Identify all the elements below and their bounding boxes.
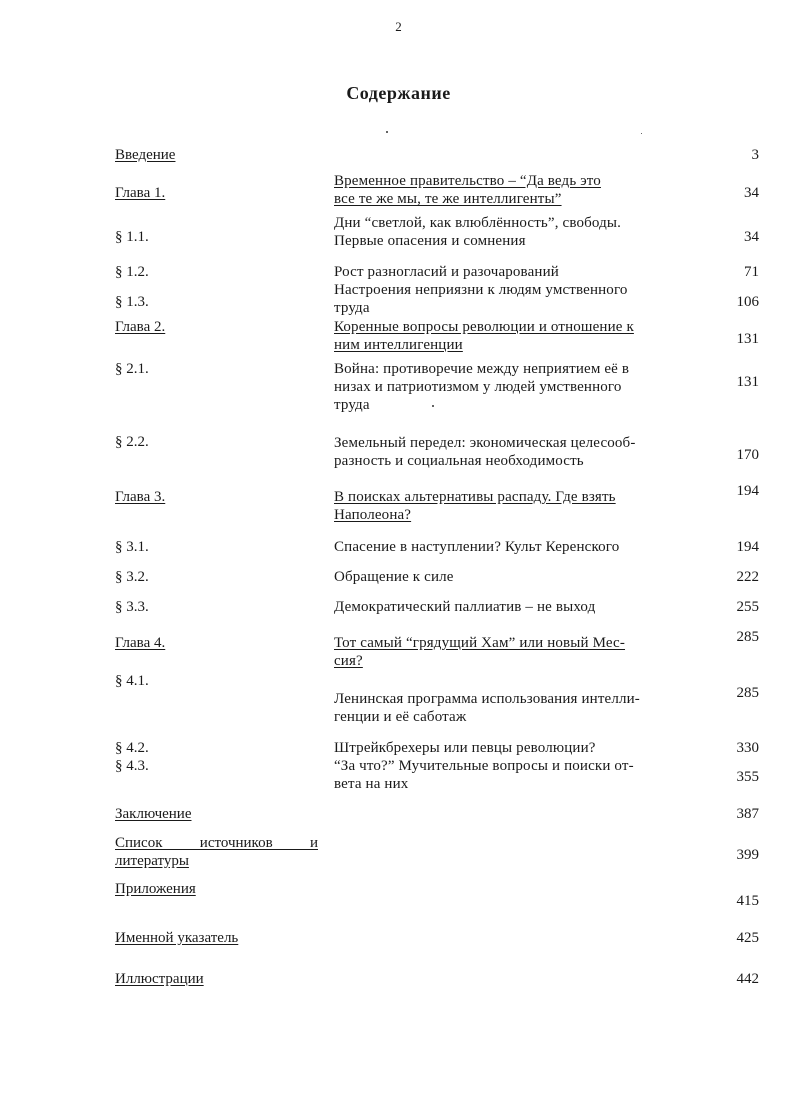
toc-title: Штрейкбрехеры или певцы революции? bbox=[334, 740, 596, 756]
toc-title: Земельный передел: экономическая целесооб- разность и социальная необходимость bbox=[334, 435, 636, 469]
toc-page: 222 bbox=[736, 569, 759, 585]
toc-page: 106 bbox=[736, 294, 759, 310]
page-title: Содержание bbox=[346, 83, 451, 103]
toc-title: В поисках альтернативы распаду. Где взять Наполеона? bbox=[334, 489, 616, 523]
scan-speck bbox=[386, 131, 388, 133]
toc-page: 355 bbox=[736, 769, 759, 785]
toc-label: Глава 2. bbox=[115, 319, 166, 335]
page-number: 2 bbox=[395, 19, 402, 34]
toc-page: 330 bbox=[736, 740, 759, 756]
toc-label: § 3.2. bbox=[115, 569, 149, 585]
toc-label: § 1.1. bbox=[115, 229, 149, 245]
toc-title: Демократический паллиатив – не выход bbox=[334, 599, 596, 615]
toc-label: Список источников и литературы bbox=[115, 835, 318, 869]
toc-title: Обращение к силе bbox=[334, 569, 454, 585]
toc-page: 285 bbox=[736, 629, 759, 645]
toc-page: 131 bbox=[736, 374, 759, 390]
toc-title: Спасение в наступлении? Культ Керенского bbox=[334, 539, 620, 555]
toc-label: § 1.2. bbox=[115, 264, 149, 280]
toc-title: Ленинская программа использования интелли- генции и её саботаж bbox=[334, 691, 640, 725]
toc-label: § 3.3. bbox=[115, 599, 149, 615]
toc-page: 415 bbox=[736, 893, 759, 909]
toc-label: Именной указатель bbox=[115, 930, 239, 946]
toc-label: Глава 1. bbox=[115, 185, 166, 201]
toc-title: “За что?” Мучительные вопросы и поиски от- вета на них bbox=[334, 758, 634, 792]
toc-label: § 2.1. bbox=[115, 361, 149, 377]
toc-page: 170 bbox=[736, 447, 759, 463]
toc-page: 399 bbox=[736, 847, 759, 863]
toc-page: 3 bbox=[751, 147, 759, 163]
toc-page: 71 bbox=[744, 264, 759, 280]
toc-page: 387 bbox=[736, 806, 759, 822]
toc-title: Коренные вопросы революции и отношение к ним интеллигенции bbox=[334, 319, 634, 353]
toc-label: Глава 3. bbox=[115, 489, 166, 505]
toc-page: 194 bbox=[736, 539, 759, 555]
toc-title: Рост разногласий и разочарований bbox=[334, 264, 559, 280]
toc-title: Дни “светлой, как влюблённость”, свободы. Первые опасения и сомнения bbox=[334, 215, 622, 249]
toc-page: 34 bbox=[744, 185, 759, 201]
toc-page: 194 bbox=[736, 483, 759, 499]
toc-page: 255 bbox=[736, 599, 759, 615]
toc-label: Введение bbox=[115, 147, 176, 163]
toc-page: 34 bbox=[744, 229, 759, 245]
toc-label: Глава 4. bbox=[115, 635, 166, 651]
toc-label: § 4.1. bbox=[115, 673, 149, 689]
toc-title: Тот самый “грядущий Хам” или новый Мес- сия? bbox=[334, 635, 626, 669]
toc-label: Приложения bbox=[115, 881, 196, 897]
toc-label: § 1.3. bbox=[115, 294, 149, 310]
toc-title: Война: противоречие между неприятием её в низах и патриотизмом у людей умственного труда bbox=[334, 361, 630, 413]
toc-title: Временное правительство – “Да ведь это все те же мы, те же интеллигенты” bbox=[334, 173, 601, 207]
toc-label: § 3.1. bbox=[115, 539, 149, 555]
toc-label: § 4.3. bbox=[115, 758, 149, 774]
scan-speck bbox=[641, 133, 642, 134]
toc-label: Иллюстрации bbox=[115, 971, 204, 987]
toc-page: 285 bbox=[736, 685, 759, 701]
toc-page: 425 bbox=[736, 930, 759, 946]
toc-title: Настроения неприязни к людям умственного труда bbox=[334, 282, 628, 316]
toc-label: § 4.2. bbox=[115, 740, 149, 756]
toc-page: 442 bbox=[736, 971, 759, 987]
toc-label: § 2.2. bbox=[115, 434, 149, 450]
toc-page: 131 bbox=[736, 331, 759, 347]
toc-label: Заключение bbox=[115, 806, 192, 822]
